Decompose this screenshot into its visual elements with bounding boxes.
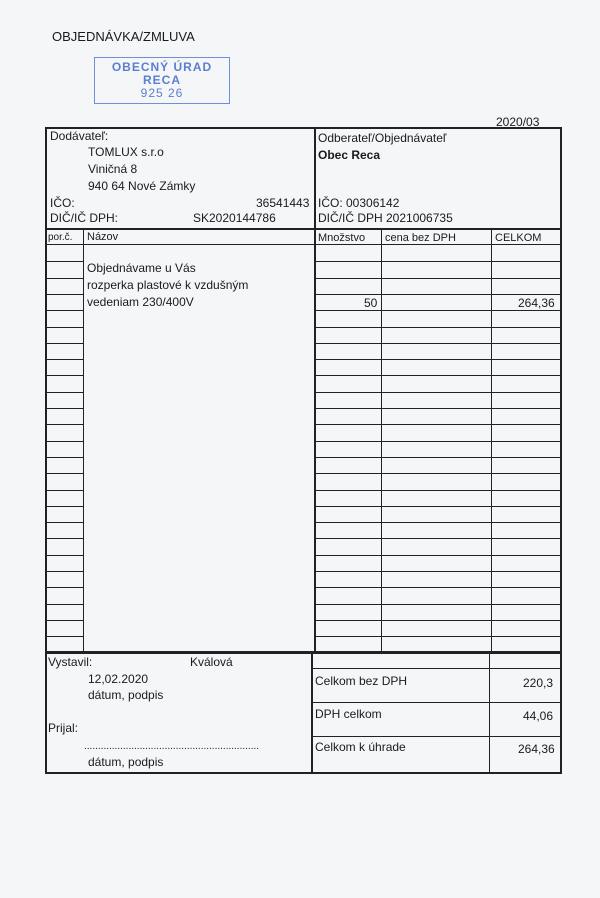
- grid-line-no: [46, 555, 83, 556]
- issued-sign-label: dátum, podpis: [88, 688, 164, 702]
- customer-name: Obec Reca: [318, 148, 381, 162]
- grid-line-no: [46, 538, 83, 539]
- received-label: Prijal:: [48, 721, 79, 735]
- grid-line-no: [46, 604, 83, 605]
- header-price: cena bez DPH: [385, 232, 456, 244]
- grid-line-values: [315, 636, 561, 637]
- received-sign-label: dátum, podpis: [88, 755, 164, 769]
- grid-line-values: [315, 490, 561, 491]
- signature-box: [45, 652, 313, 774]
- grid-line-values: [315, 620, 561, 621]
- grid-line-no: [46, 261, 83, 262]
- to-pay-label: Celkom k úhrade: [315, 740, 406, 754]
- grid-line-values: [315, 522, 561, 523]
- header-name: Názov: [87, 231, 119, 243]
- vat-total: 44,06: [523, 709, 554, 723]
- supplier-city: 940 64 Nové Zámky: [88, 179, 196, 193]
- grid-line-no: [46, 473, 83, 474]
- grid-line-values: [315, 343, 561, 344]
- item-line-3: vedeniam 230/400V: [87, 295, 194, 309]
- grid-line-no: [46, 424, 83, 425]
- grid-line-no: [46, 636, 83, 637]
- supplier-name: TOMLUX s.r.o: [88, 145, 164, 159]
- grid-line-values: [315, 538, 561, 539]
- grid-line-no: [46, 294, 83, 295]
- grid-line-no: [46, 620, 83, 621]
- supplier-ico-label: IČO:: [50, 196, 75, 210]
- supplier-ico: 36541443: [256, 196, 310, 210]
- grid-line-values: [315, 327, 561, 328]
- grid-line-no: [46, 310, 83, 311]
- grid-line-no: [46, 441, 83, 442]
- supplier-label: Dodávateľ:: [50, 129, 109, 143]
- issued-date: 12,02.2020: [88, 672, 149, 686]
- grid-line-values: [315, 473, 561, 474]
- header-no: por.č.: [48, 232, 73, 243]
- customer-dic: DIČ/IČ DPH 2021006735: [318, 211, 453, 225]
- grid-line-no: [46, 408, 83, 409]
- column-divider-no: [83, 229, 84, 652]
- item-line-2: rozperka plastové k vzdušným: [87, 278, 249, 292]
- grid-line-no: [46, 506, 83, 507]
- grid-line-values: [315, 555, 561, 556]
- grid-line-no: [46, 392, 83, 393]
- customer-ico: IČO: 00306142: [318, 196, 400, 210]
- supplier-dic-label: DIČ/IČ DPH:: [50, 211, 119, 225]
- received-dots: ...............................................................: [84, 741, 260, 752]
- grid-line-no: [46, 327, 83, 328]
- header-divider: [46, 244, 562, 245]
- grid-line-values: [315, 571, 561, 572]
- grid-line-no: [46, 278, 83, 279]
- grid-line-no: [46, 571, 83, 572]
- stamp-line-2: RECA: [142, 73, 181, 87]
- grid-line-values: [315, 261, 561, 262]
- grid-line-values: [315, 506, 561, 507]
- header-total: CELKOM: [495, 232, 542, 244]
- grid-line-no: [46, 457, 83, 458]
- totals-row-line-3: [312, 736, 561, 737]
- stamp-line-1: OBECNÝ ÚRAD: [111, 60, 213, 74]
- grid-line-values: [315, 587, 561, 588]
- grid-line-no: [46, 375, 83, 376]
- vat-total-label: DPH celkom: [315, 707, 382, 721]
- issued-label: Vystavil:: [48, 655, 93, 669]
- header-qty: Množstvo: [318, 232, 366, 244]
- item-qty: 50: [364, 296, 378, 310]
- grid-line-no: [46, 359, 83, 360]
- stamp-line-3: 925 26: [140, 86, 184, 100]
- item-line-1: Objednávame u Vás: [87, 261, 196, 275]
- grid-line-values: [315, 294, 561, 295]
- customer-label: Odberateľ/Objednávateľ: [318, 131, 447, 145]
- grid-line-values: [315, 441, 561, 442]
- grid-line-values: [315, 359, 561, 360]
- grid-line-values: [315, 408, 561, 409]
- grid-line-values: [315, 392, 561, 393]
- totals-row-line-1: [312, 668, 561, 669]
- issued-person: Kválová: [190, 655, 233, 669]
- grid-line-no: [46, 490, 83, 491]
- item-total: 264,36: [518, 296, 555, 310]
- supplier-dic: SK2020144786: [193, 211, 276, 225]
- grid-line-values: [315, 278, 561, 279]
- office-stamp: [94, 57, 230, 104]
- supplier-street: Viničná 8: [88, 162, 138, 176]
- total-without-vat: 220,3: [523, 676, 554, 690]
- to-pay-total: 264,36: [518, 742, 555, 756]
- totals-divider: [489, 653, 490, 773]
- grid-line-values: [315, 310, 561, 311]
- grid-line-values: [315, 375, 561, 376]
- grid-line-values: [315, 457, 561, 458]
- grid-line-no: [46, 343, 83, 344]
- grid-line-no: [46, 587, 83, 588]
- grid-line-no: [46, 522, 83, 523]
- document-number: 2020/03: [496, 115, 540, 129]
- total-without-vat-label: Celkom bez DPH: [315, 674, 408, 688]
- grid-line-values: [315, 604, 561, 605]
- document-title: OBJEDNÁVKA/ZMLUVA: [52, 29, 195, 44]
- totals-row-line-2: [312, 702, 561, 703]
- grid-line-values: [315, 424, 561, 425]
